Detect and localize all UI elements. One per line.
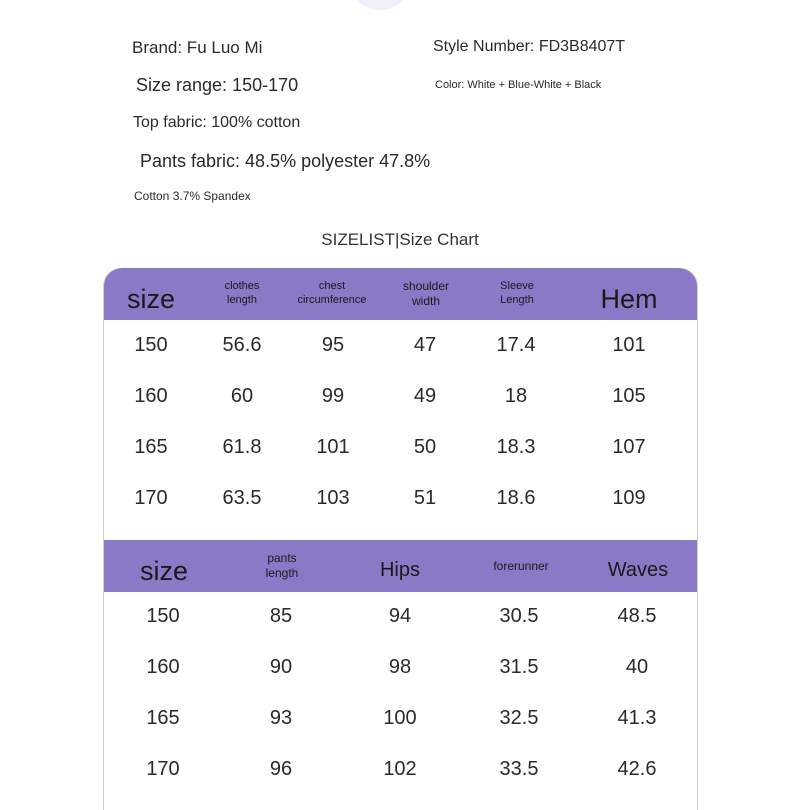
table-cell: 96 xyxy=(269,758,293,780)
table-row xyxy=(104,744,697,795)
brand-text: Brand: Fu Luo Mi xyxy=(132,38,263,57)
table-cell: 40 xyxy=(625,656,649,678)
table-cell: 99 xyxy=(321,385,345,407)
pants-fabric-continued-text: Cotton 3.7% Spandex xyxy=(134,189,251,203)
table-cell: 32.5 xyxy=(499,707,539,729)
table-cell: 90 xyxy=(269,656,293,678)
table-cell: 33.5 xyxy=(499,758,539,780)
table-cell: 41.3 xyxy=(617,707,657,729)
table-row xyxy=(104,473,697,524)
bottom-table-header xyxy=(104,540,697,592)
table-cell: 170 xyxy=(146,758,180,780)
table-cell: 103 xyxy=(316,487,350,509)
table-cell: 160 xyxy=(134,385,168,407)
table-cell: 93 xyxy=(269,707,293,729)
table-cell: 18 xyxy=(504,385,528,407)
color-text: Color: White + Blue-White + Black xyxy=(435,79,602,91)
table-cell: 18.6 xyxy=(496,487,536,509)
top-header-size: size xyxy=(126,284,175,315)
table-cell: 102 xyxy=(383,758,417,780)
bottom-header-hips: Hips xyxy=(379,558,420,581)
top-header-sleeve-length: Sleeve Length xyxy=(500,280,534,306)
table-cell: 165 xyxy=(146,707,180,729)
table-cell: 48.5 xyxy=(617,605,657,627)
top-header-shoulder-width: shoulder width xyxy=(402,279,450,308)
table-row xyxy=(104,320,697,371)
top-decoration xyxy=(348,0,412,10)
bottom-header-size: size xyxy=(139,556,188,587)
table-row xyxy=(104,591,697,642)
style-number-text: Style Number: FD3B8407T xyxy=(433,38,626,55)
table-cell: 61.8 xyxy=(222,436,262,458)
bottom-header-pants-length: pants length xyxy=(265,551,299,580)
table-cell: 47 xyxy=(413,334,437,356)
bottom-size-table xyxy=(103,540,698,810)
top-size-table xyxy=(103,268,698,540)
table-cell: 63.5 xyxy=(222,487,262,509)
table-cell: 101 xyxy=(316,436,350,458)
size-range-text: Size range: 150-170 xyxy=(136,75,299,95)
table-cell: 42.6 xyxy=(617,758,657,780)
table-cell: 150 xyxy=(134,334,168,356)
table-cell: 95 xyxy=(321,334,345,356)
table-cell: 170 xyxy=(134,487,168,509)
top-header-clothes-length: clothes length xyxy=(224,280,260,306)
bottom-header-forerunner: forerunner xyxy=(493,558,549,573)
table-cell: 18.3 xyxy=(496,436,536,458)
top-header-chest-circumference: chest circumference xyxy=(297,280,367,306)
top-table-header xyxy=(104,268,697,320)
table-cell: 85 xyxy=(269,605,293,627)
bottom-header-waves: Waves xyxy=(607,558,669,581)
table-cell: 17.4 xyxy=(496,334,536,356)
table-cell: 100 xyxy=(383,707,417,729)
table-row xyxy=(104,371,697,422)
table-cell: 160 xyxy=(146,656,180,678)
table-row xyxy=(104,642,697,693)
table-cell: 94 xyxy=(388,605,412,627)
table-cell: 60 xyxy=(230,385,254,407)
table-row xyxy=(104,693,697,744)
table-cell: 98 xyxy=(388,656,412,678)
table-cell: 105 xyxy=(612,385,646,407)
top-header-hem: Hem xyxy=(600,284,658,315)
table-cell: 109 xyxy=(612,487,646,509)
top-fabric-text: Top fabric: 100% cotton xyxy=(133,114,301,131)
pants-fabric-text: Pants fabric: 48.5% polyester 47.8% xyxy=(140,151,431,171)
table-cell: 31.5 xyxy=(499,656,539,678)
table-cell: 165 xyxy=(134,436,168,458)
table-row xyxy=(104,422,697,473)
table-cell: 51 xyxy=(413,487,437,509)
size-chart-title: SIZELIST|Size Chart xyxy=(321,230,479,249)
table-cell: 101 xyxy=(612,334,646,356)
table-cell: 56.6 xyxy=(222,334,262,356)
table-cell: 107 xyxy=(612,436,646,458)
table-cell: 50 xyxy=(413,436,437,458)
table-cell: 30.5 xyxy=(499,605,539,627)
table-cell: 150 xyxy=(146,605,180,627)
table-cell: 49 xyxy=(413,385,437,407)
